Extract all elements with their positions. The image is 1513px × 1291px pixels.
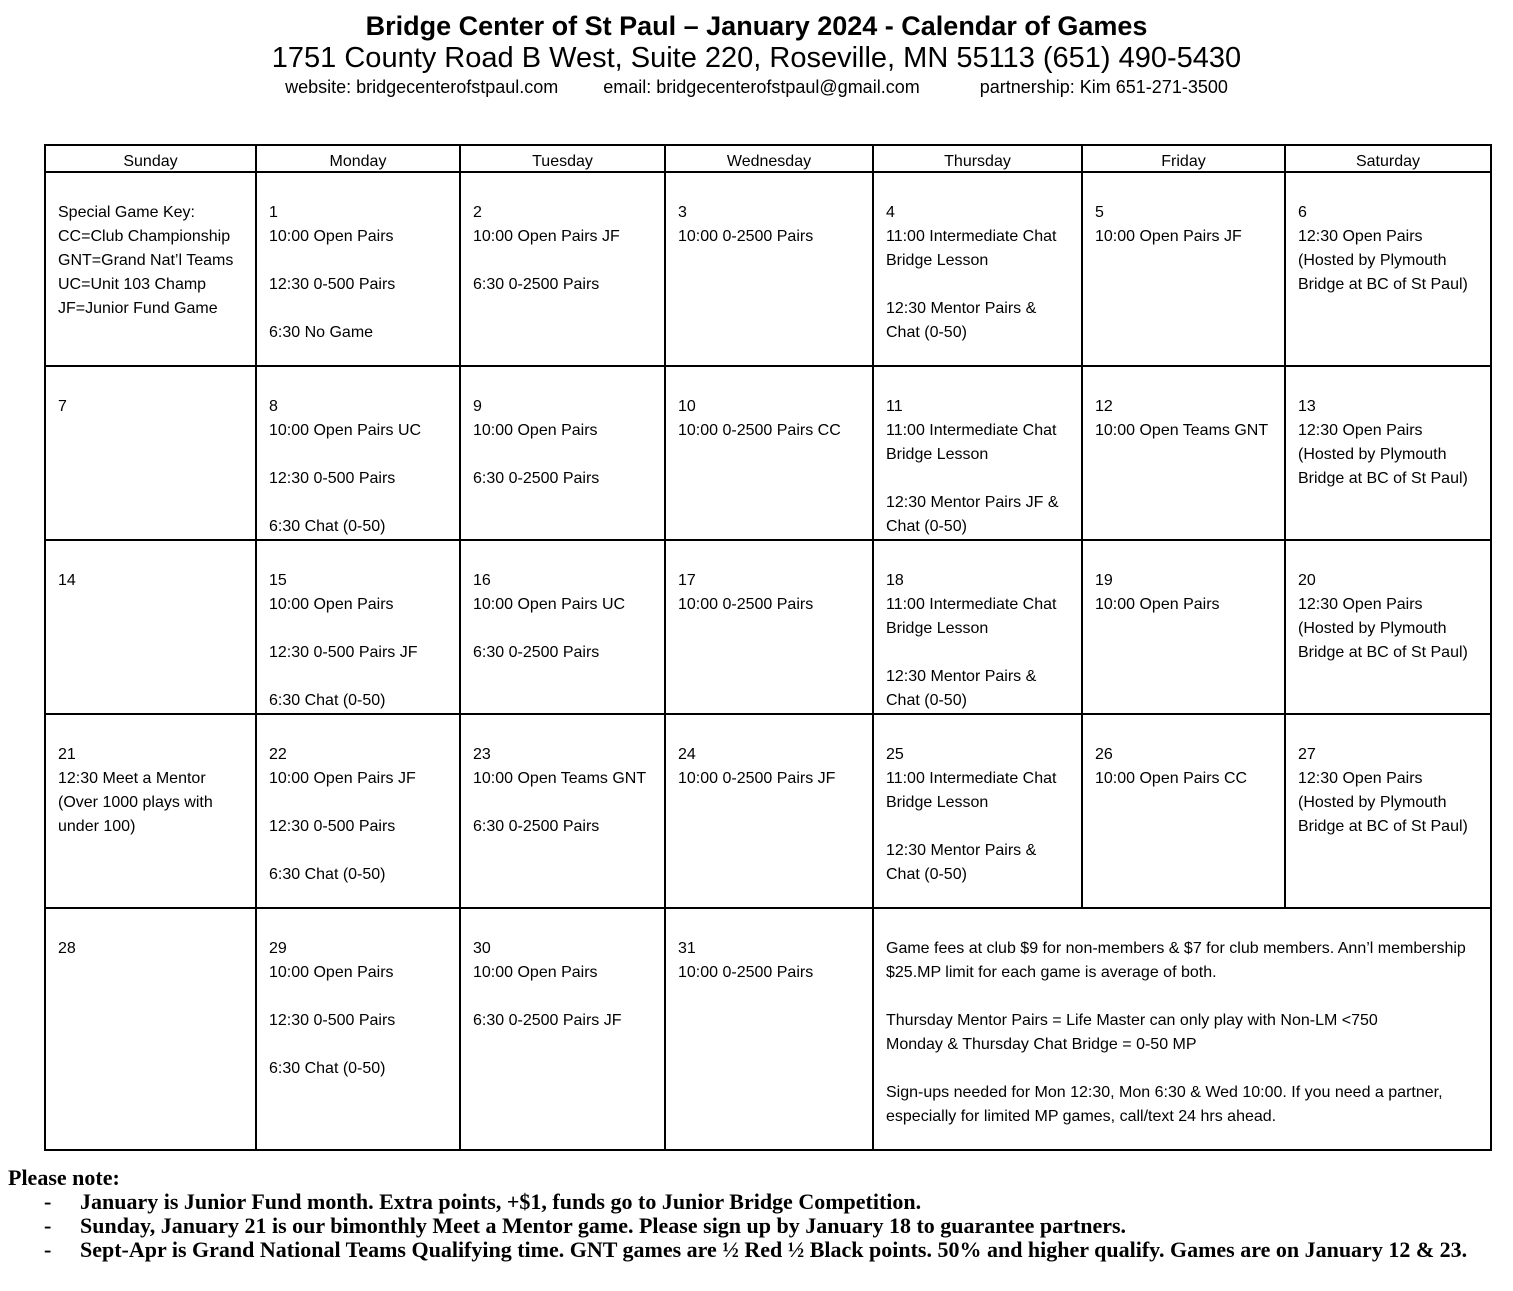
note-text: Sunday, January 21 is our bimonthly Meet a Mentor game. Please sign up by January 18 to guarantee partners. <box>80 1213 1127 1238</box>
day-number: 28 <box>58 940 76 957</box>
cell-line: (Hosted by Plymouth <box>1298 446 1447 463</box>
cell-line: 10:00 0-2500 Pairs <box>678 596 814 613</box>
cell-line: 12:30 Open Pairs <box>1298 422 1423 439</box>
cell-line: JF=Junior Fund Game <box>58 300 218 317</box>
cell-line: 10:00 0-2500 Pairs JF <box>678 770 836 787</box>
cell-line: 10:00 Open Pairs JF <box>473 228 620 245</box>
cell-line: 11:00 Intermediate Chat <box>886 596 1057 613</box>
weekday-header-thursday: Thursday <box>873 145 1082 172</box>
cell-line <box>269 1033 453 1057</box>
cell-line: 6:30 0-2500 Pairs <box>473 276 600 293</box>
cell-line: Chat (0-50) <box>886 518 967 535</box>
day-number: 7 <box>58 398 67 415</box>
cell-line: 12:30 Open Pairs <box>1298 596 1423 613</box>
cell-line <box>269 249 453 273</box>
day-number: 31 <box>678 940 696 957</box>
website-text: website: bridgecenterofstpaul.com <box>285 77 559 97</box>
cell-line: 6:30 No Game <box>269 324 374 341</box>
day-cell <box>665 540 873 714</box>
week-row <box>45 540 1491 714</box>
day-cell <box>1285 540 1491 714</box>
cell-line: Bridge at BC of St Paul) <box>1298 276 1468 293</box>
cell-line: 12:30 0-500 Pairs <box>269 470 396 487</box>
cell-line: Game fees at club $9 for non-members & $7 for club members. Ann’l membership $25.MP limit for each game is average of both. <box>886 940 1471 981</box>
day-cell <box>665 172 873 366</box>
cell-line: 10:00 Open Pairs <box>473 964 598 981</box>
cell-line: 6:30 0-2500 Pairs <box>473 644 600 661</box>
day-cell <box>460 714 665 908</box>
cell-line: 12:30 0-500 Pairs <box>269 276 396 293</box>
cell-line: 10:00 Open Pairs JF <box>1095 228 1242 245</box>
cell-line: 10:00 Open Teams GNT <box>473 770 647 787</box>
calendar-body <box>45 172 1491 1150</box>
day-cell <box>1285 366 1491 540</box>
cell-line: Monday & Thursday Chat Bridge = 0-50 MP <box>886 1036 1197 1053</box>
day-cell <box>873 540 1082 714</box>
notes-list <box>8 1190 1498 1262</box>
cell-line <box>473 443 658 467</box>
cell-line: 10:00 Open Pairs UC <box>269 422 422 439</box>
cell-line: 10:00 Open Pairs CC <box>1095 770 1248 787</box>
day-number: 12 <box>1095 398 1113 415</box>
day-cell <box>45 714 256 908</box>
info-cell <box>873 908 1491 1150</box>
day-cell <box>256 714 460 908</box>
day-number: 9 <box>473 398 482 415</box>
notes-heading: Please note: <box>8 1165 120 1190</box>
contact-line <box>0 75 1513 99</box>
day-number: 27 <box>1298 746 1316 763</box>
cell-line: 12:30 0-500 Pairs <box>269 1012 396 1029</box>
cell-line <box>473 791 658 815</box>
cell-line: 12:30 Mentor Pairs & <box>886 668 1037 685</box>
day-cell <box>1082 540 1285 714</box>
day-cell <box>1285 172 1491 366</box>
day-number: 20 <box>1298 572 1316 589</box>
cell-line: Chat (0-50) <box>886 324 967 341</box>
cell-line: 12:30 Mentor Pairs & <box>886 300 1037 317</box>
cell-line: Bridge Lesson <box>886 794 989 811</box>
day-number: 16 <box>473 572 491 589</box>
bullet-dash: - <box>44 1189 52 1214</box>
calendar-grid <box>44 144 1492 1151</box>
day-cell <box>460 908 665 1150</box>
cell-line: Bridge Lesson <box>886 620 989 637</box>
day-number: 14 <box>58 572 76 589</box>
cell-line: 6:30 Chat (0-50) <box>269 1060 386 1077</box>
cell-line: 10:00 Open Pairs <box>1095 596 1220 613</box>
day-cell <box>45 908 256 1150</box>
week-row <box>45 714 1491 908</box>
day-cell <box>256 540 460 714</box>
day-number: 13 <box>1298 398 1316 415</box>
cell-line <box>269 791 453 815</box>
cell-line: (Hosted by Plymouth <box>1298 252 1447 269</box>
cell-line: Chat (0-50) <box>886 692 967 709</box>
cell-line <box>886 467 1075 491</box>
cell-line <box>473 249 658 273</box>
cell-line: Bridge at BC of St Paul) <box>1298 470 1468 487</box>
partnership-text: partnership: Kim 651-271-3500 <box>979 77 1228 97</box>
cell-line <box>269 985 453 1009</box>
day-cell <box>665 908 873 1150</box>
cell-line: 6:30 0-2500 Pairs <box>473 470 600 487</box>
day-cell <box>665 366 873 540</box>
cell-line: 10:00 Open Pairs <box>269 964 394 981</box>
page-title: Bridge Center of St Paul – January 2024 - Calendar of Games <box>365 11 1148 41</box>
calendar-header <box>0 10 1513 99</box>
cell-line: 10:00 Open Pairs <box>473 422 598 439</box>
bullet-dash: - <box>44 1213 52 1238</box>
day-number: 10 <box>678 398 696 415</box>
cell-line: 10:00 Open Pairs <box>269 228 394 245</box>
cell-line <box>269 665 453 689</box>
cell-line: Sign-ups needed for Mon 12:30, Mon 6:30 & Wed 10:00. If you need a partner, especially for limited MP games, call/text 24 hrs ahead. <box>886 1084 1447 1125</box>
cell-line <box>269 617 453 641</box>
day-number: 22 <box>269 746 287 763</box>
cell-line: 12:30 0-500 Pairs <box>269 818 396 835</box>
day-number: 2 <box>473 204 482 221</box>
weekday-header-tuesday: Tuesday <box>460 145 665 172</box>
cell-line: 6:30 0-2500 Pairs JF <box>473 1012 622 1029</box>
day-number: 17 <box>678 572 696 589</box>
day-cell <box>256 172 460 366</box>
cell-line: 11:00 Intermediate Chat <box>886 422 1057 439</box>
day-number: 21 <box>58 746 76 763</box>
day-number: 29 <box>269 940 287 957</box>
day-number: 26 <box>1095 746 1113 763</box>
cell-line: Bridge Lesson <box>886 446 989 463</box>
cell-line: 10:00 0-2500 Pairs <box>678 964 814 981</box>
note-item <box>8 1238 1498 1262</box>
day-number: 19 <box>1095 572 1113 589</box>
cell-line: Bridge at BC of St Paul) <box>1298 644 1468 661</box>
cell-line: Special Game Key: <box>58 204 195 221</box>
cell-line: 10:00 Open Pairs JF <box>269 770 416 787</box>
cell-line <box>886 815 1075 839</box>
day-number: 25 <box>886 746 904 763</box>
day-number: 3 <box>678 204 687 221</box>
cell-line: 12:30 Mentor Pairs JF & <box>886 494 1059 511</box>
day-cell <box>256 908 460 1150</box>
day-number: 1 <box>269 204 278 221</box>
cell-line: 11:00 Intermediate Chat <box>886 770 1057 787</box>
day-number: 11 <box>886 398 903 415</box>
bullet-dash: - <box>44 1237 52 1262</box>
cell-line <box>269 443 453 467</box>
day-number: 23 <box>473 746 491 763</box>
day-cell <box>665 714 873 908</box>
note-text: Sept-Apr is Grand National Teams Qualifying time. GNT games are ½ Red ½ Black points. 50% and higher qualify. Games are on January 12 & 23. <box>80 1237 1468 1262</box>
day-cell <box>1082 714 1285 908</box>
cell-line: UC=Unit 103 Champ <box>58 276 207 293</box>
day-cell <box>45 366 256 540</box>
cell-line <box>886 273 1075 297</box>
cell-line: GNT=Grand Nat’l Teams <box>58 252 234 269</box>
cell-line <box>473 985 658 1009</box>
weekday-header-friday: Friday <box>1082 145 1285 172</box>
cell-line <box>886 1057 1484 1081</box>
day-number: 15 <box>269 572 287 589</box>
cell-line <box>269 839 453 863</box>
week-row <box>45 908 1491 1150</box>
day-number: 6 <box>1298 204 1307 221</box>
email-text: email: bridgecenterofstpaul@gmail.com <box>603 77 920 97</box>
cell-line: Thursday Mentor Pairs = Life Master can only play with Non-LM <750 <box>886 1012 1378 1029</box>
cell-line: 12:30 0-500 Pairs JF <box>269 644 418 661</box>
cell-line: Bridge at BC of St Paul) <box>1298 818 1468 835</box>
notes-section <box>8 1166 1498 1262</box>
week-row <box>45 366 1491 540</box>
day-cell <box>45 172 256 366</box>
day-number: 18 <box>886 572 904 589</box>
cell-line: 10:00 0-2500 Pairs <box>678 228 814 245</box>
day-cell <box>873 172 1082 366</box>
cell-line: 12:30 Meet a Mentor <box>58 770 206 787</box>
cell-line: 6:30 Chat (0-50) <box>269 866 386 883</box>
day-number: 30 <box>473 940 491 957</box>
day-number: 24 <box>678 746 696 763</box>
cell-line <box>886 641 1075 665</box>
day-number: 5 <box>1095 204 1104 221</box>
day-number: 4 <box>886 204 895 221</box>
cell-line: (Over 1000 plays with <box>58 794 213 811</box>
cell-line <box>269 297 453 321</box>
note-item <box>8 1190 1498 1214</box>
day-cell <box>1285 714 1491 908</box>
day-cell <box>1082 172 1285 366</box>
weekday-header-monday: Monday <box>256 145 460 172</box>
cell-line: 6:30 Chat (0-50) <box>269 692 386 709</box>
day-cell <box>873 366 1082 540</box>
day-cell <box>460 172 665 366</box>
cell-line: 6:30 0-2500 Pairs <box>473 818 600 835</box>
note-item <box>8 1214 1498 1238</box>
day-cell <box>256 366 460 540</box>
day-cell <box>460 366 665 540</box>
cell-line <box>269 491 453 515</box>
cell-line <box>473 617 658 641</box>
note-text: January is Junior Fund month. Extra points, +$1, funds go to Junior Bridge Competition. <box>80 1189 922 1214</box>
cell-line <box>886 985 1484 1009</box>
weekday-header-saturday: Saturday <box>1285 145 1491 172</box>
cell-line: CC=Club Championship <box>58 228 231 245</box>
cell-line: (Hosted by Plymouth <box>1298 794 1447 811</box>
cell-line: 10:00 Open Pairs <box>269 596 394 613</box>
cell-line: 10:00 0-2500 Pairs CC <box>678 422 841 439</box>
weekday-header-wednesday: Wednesday <box>665 145 873 172</box>
day-cell <box>1082 366 1285 540</box>
cell-line: under 100) <box>58 818 136 835</box>
weekday-header-row <box>45 145 1491 172</box>
cell-line: 10:00 Open Teams GNT <box>1095 422 1269 439</box>
cell-line: 12:30 Open Pairs <box>1298 228 1423 245</box>
cell-line: Chat (0-50) <box>886 866 967 883</box>
cell-line: (Hosted by Plymouth <box>1298 620 1447 637</box>
cell-line: 6:30 Chat (0-50) <box>269 518 386 535</box>
day-number: 8 <box>269 398 278 415</box>
week-row <box>45 172 1491 366</box>
day-cell <box>45 540 256 714</box>
cell-line: 12:30 Open Pairs <box>1298 770 1423 787</box>
cell-line: Bridge Lesson <box>886 252 989 269</box>
club-address: 1751 County Road B West, Suite 220, Roseville, MN 55113 (651) 490-5430 <box>271 42 1242 74</box>
cell-line: 12:30 Mentor Pairs & <box>886 842 1037 859</box>
day-cell <box>873 714 1082 908</box>
day-cell <box>460 540 665 714</box>
cell-line: 10:00 Open Pairs UC <box>473 596 626 613</box>
cell-line: 11:00 Intermediate Chat <box>886 228 1057 245</box>
weekday-header-sunday: Sunday <box>45 145 256 172</box>
